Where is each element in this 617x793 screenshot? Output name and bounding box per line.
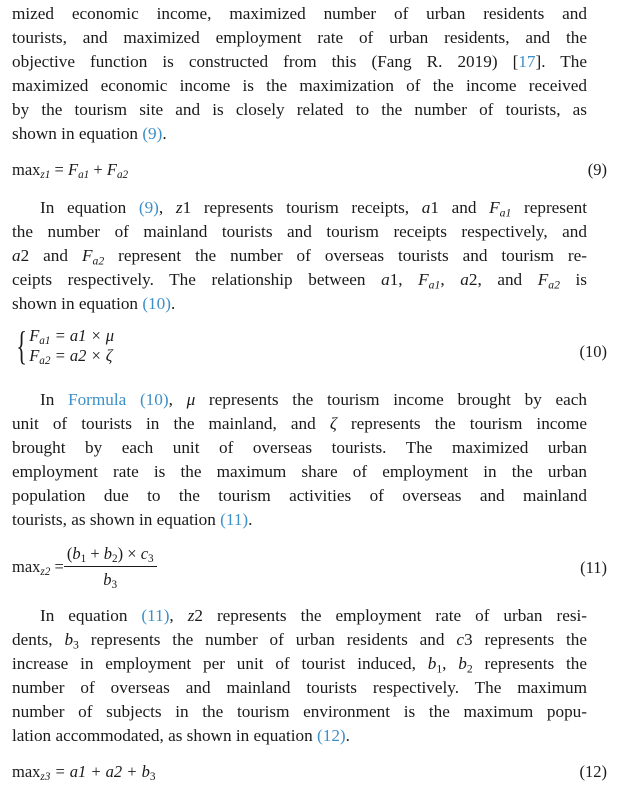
equation-11: $\max_{z2}$ = $\frac{(b_1 + b_2) \times c_3}{b_3}$ [12,544,587,590]
text-line: In Formula (10), μ represents the tourism income brought by each [40,390,587,409]
text-line: increase in employment per unit of tourist induced, $b_1$, $b_2$ represents the [12,654,587,676]
equation-number: (12) [579,762,607,781]
text-line: In equation (11), z2 represents the employment rate of urban resi- [40,606,588,625]
fraction: $\frac{(b_1 + b_2) \times c_3}{b_3}$ [64,544,157,590]
text-line: objective function is constructed from this (Fang R. 2019) [17]. The [12,52,587,71]
equation-link[interactable]: (9) [138,198,159,217]
text-line: the number of mainland tourists and tourism receipts respectively, and [12,222,587,241]
equation-link[interactable]: (11) [141,606,170,625]
equation-link[interactable]: (10) [142,294,171,313]
reference-link[interactable]: 17 [518,52,536,71]
text-line: tourists, as shown in equation (11). [12,510,253,529]
text-line: number of overseas and mainland tourists respectively. The maximum [12,678,587,697]
text-line: employment rate is the maximum share of employment in the urban [12,462,587,481]
text-line: shown in equation (9). [12,124,167,143]
text-line: mized economic income, maximized number of urban residents and [12,4,587,23]
equation-link[interactable]: (11) [220,510,249,529]
equation-number: (9) [587,160,607,179]
text-line: maximized economic income is the maximization of the income received [12,76,587,95]
equation-link[interactable]: (12) [317,726,346,745]
equation-link[interactable]: (9) [142,124,163,143]
text-line: tourists, and maximized employment rate of urban residents, and the [12,28,587,47]
text-line: unit of tourists in the mainland, and ζ represents the tourism income [12,414,588,433]
formula-link[interactable]: Formula (10) [68,390,169,409]
equation-number: (10) [579,342,607,361]
equation-10: { $F_{a1} = a1 \times \mu$ $F_{a2} = a2 \times \zeta$ [16,323,115,368]
text-line: dents, $b_3$ represents the number of urban residents and c3 represents the [12,630,587,652]
text-line: population due to the tourism activities of overseas and mainland [12,486,587,505]
text-line: number of subjects in the tourism environment is the maximum popu- [12,702,587,721]
text-line: a2 and $F_{a2}$ represent the number of overseas tourists and tourism re- [12,246,587,268]
equation-12: $\max_{z3} = a1 + a2 + b_3$ [12,762,156,784]
text-line: brought by each unit of overseas tourists. The maximized urban [12,438,587,457]
text-line: In equation (9), z1 represents tourism receipts, a1 and $F_{a1}$ represent [40,198,587,220]
text-line: shown in equation (10). [12,294,176,313]
text-line: lation accommodated, as shown in equation (12). [12,726,350,745]
equation-number: (11) [580,558,607,577]
equation-9: $\max_{z1} = F_{a1} + F_{a2}$ [12,160,129,182]
text-line: by the tourism site and is closely related to the number of tourists, as [12,100,587,119]
left-brace: { [16,323,27,368]
text-line: ceipts respectively. The relationship between a1, $F_{a1}$, a2, and $F_{a2}$ is [12,270,587,292]
